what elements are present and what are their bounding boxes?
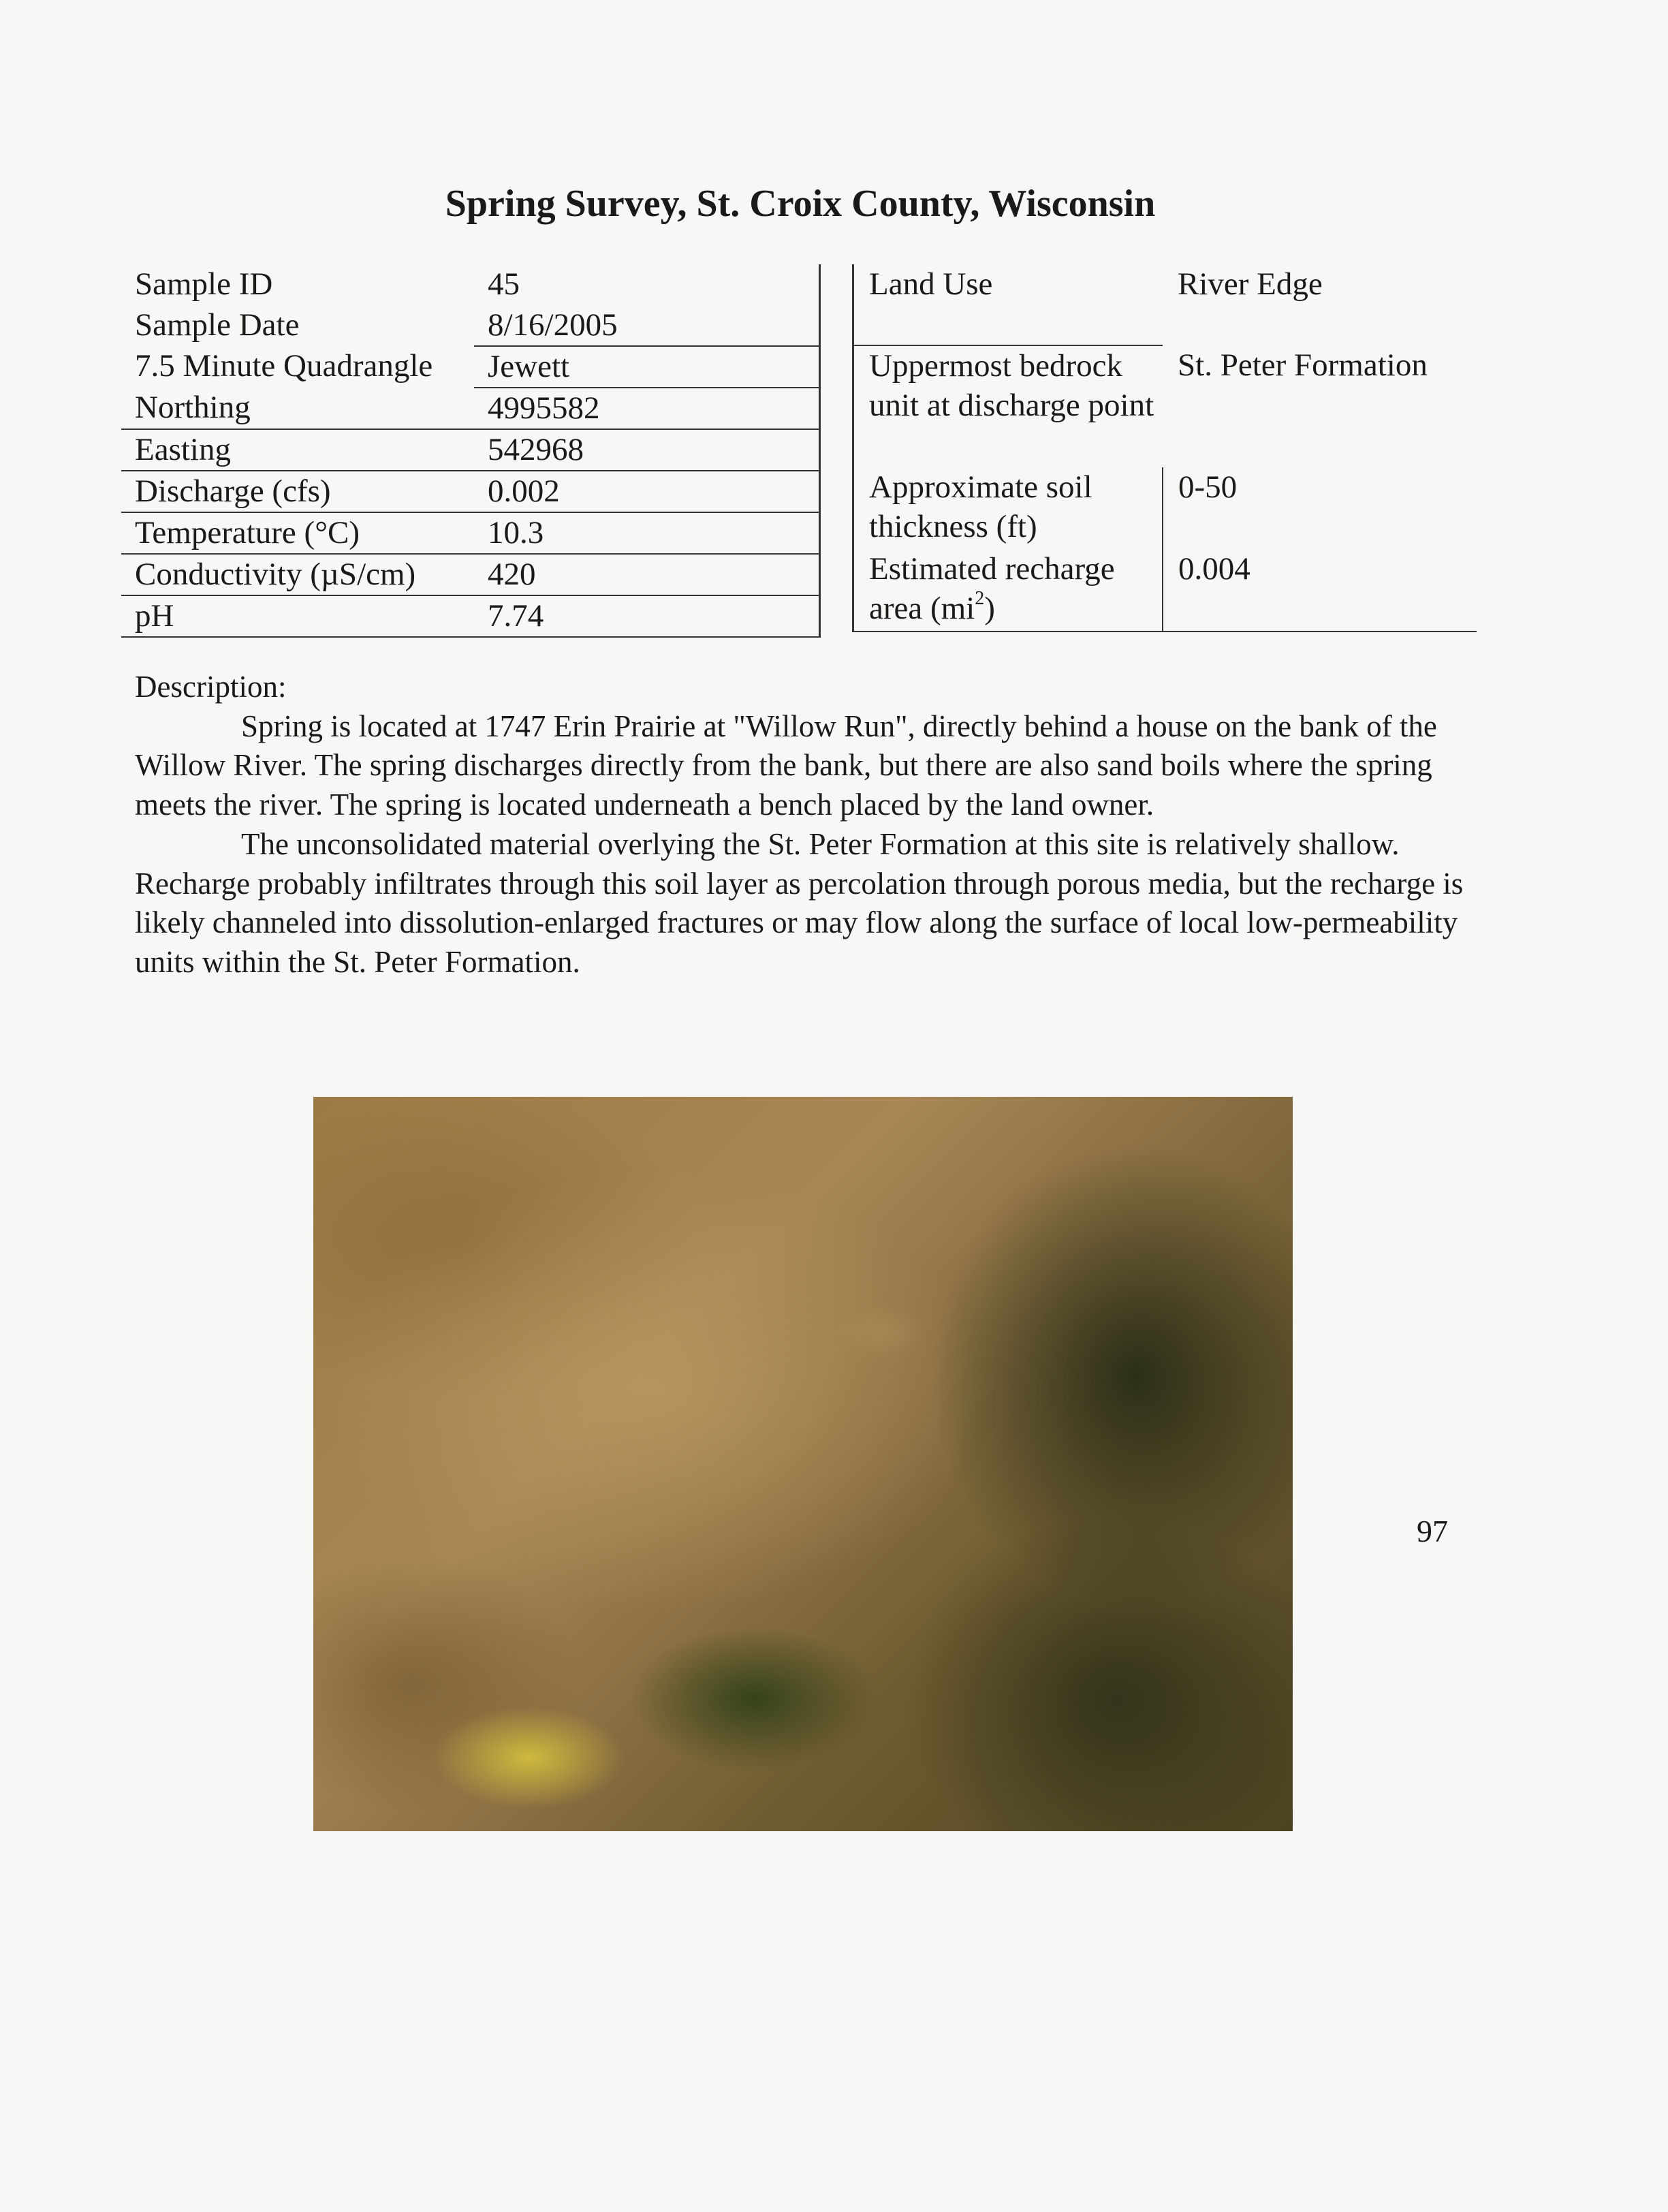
row-label: Land Use — [853, 264, 1163, 345]
page-number: 97 — [1417, 1514, 1448, 1548]
recharge-label-text: Estimated recharge area (mi — [869, 551, 1115, 626]
table-row — [121, 346, 820, 388]
row-label: 7.5 Minute Quadrangle — [135, 347, 433, 384]
table-row — [121, 429, 820, 471]
row-value: 542968 — [474, 429, 820, 471]
table-row — [853, 549, 1477, 632]
row-value: Jewett — [474, 346, 820, 388]
table-row — [853, 467, 1477, 549]
row-label: Northing — [121, 388, 474, 429]
row-label: Easting — [121, 429, 474, 471]
table-row — [121, 305, 820, 346]
table-row — [121, 471, 820, 512]
table-row — [853, 345, 1477, 467]
row-value: 420 — [474, 554, 820, 595]
row-value: River Edge — [1178, 266, 1323, 302]
row-label: pH — [121, 595, 474, 637]
row-value: St. Peter Formation — [1178, 347, 1428, 383]
row-value: 0-50 — [1163, 467, 1477, 549]
table-row — [121, 554, 820, 595]
row-label: Sample ID — [135, 266, 273, 302]
row-label: Conductivity (µS/cm) — [121, 554, 474, 595]
recharge-label-end: ) — [984, 591, 995, 626]
table-row — [121, 388, 820, 429]
row-label: Temperature (°C) — [121, 512, 474, 554]
row-label: Sample Date — [135, 307, 300, 343]
row-label: Approximate soil thickness (ft) — [869, 469, 1092, 544]
description-paragraph: Spring is located at 1747 Erin Prairie at "Willow Run", directly behind a house on the bank of the Willow River. The spring discharges directly from the bank, but there are also sand boils where the spring meets the river. The spring is located underneath a bench placed by the land owner. — [135, 708, 1437, 822]
row-label: Uppermost bedrock unit at discharge point — [869, 348, 1154, 423]
superscript: 2 — [975, 588, 985, 610]
table-row — [121, 595, 820, 637]
table-row — [121, 264, 820, 305]
row-value: 45 — [474, 264, 820, 305]
row-value: 8/16/2005 — [474, 305, 820, 346]
description — [135, 668, 1470, 982]
row-value: 10.3 — [474, 512, 820, 554]
row-value: 4995582 — [474, 388, 820, 429]
sample-data-table — [121, 264, 821, 638]
row-value: 7.74 — [474, 595, 820, 637]
description-paragraph: The unconsolidated material overlying the St. Peter Formation at this site is relatively shallow. Recharge probably infiltrates through this soil layer as percolation through porous media, but the recharge is likely channeled into dissolution-enlarged fractures or may flow along the surface of local low-permeability units within the St. Peter Formation. — [135, 826, 1464, 979]
table-row — [121, 512, 820, 554]
row-value: 0.002 — [474, 471, 820, 512]
site-data-table — [852, 264, 1477, 632]
description-label: Description: — [135, 670, 287, 704]
page-title: Spring Survey, St. Croix County, Wisconsin — [445, 183, 1156, 225]
row-value: 0.004 — [1163, 549, 1477, 632]
spring-photo — [313, 1097, 1293, 1831]
table-row — [853, 264, 1477, 345]
row-label: Discharge (cfs) — [121, 471, 474, 512]
row-label — [853, 549, 1163, 632]
